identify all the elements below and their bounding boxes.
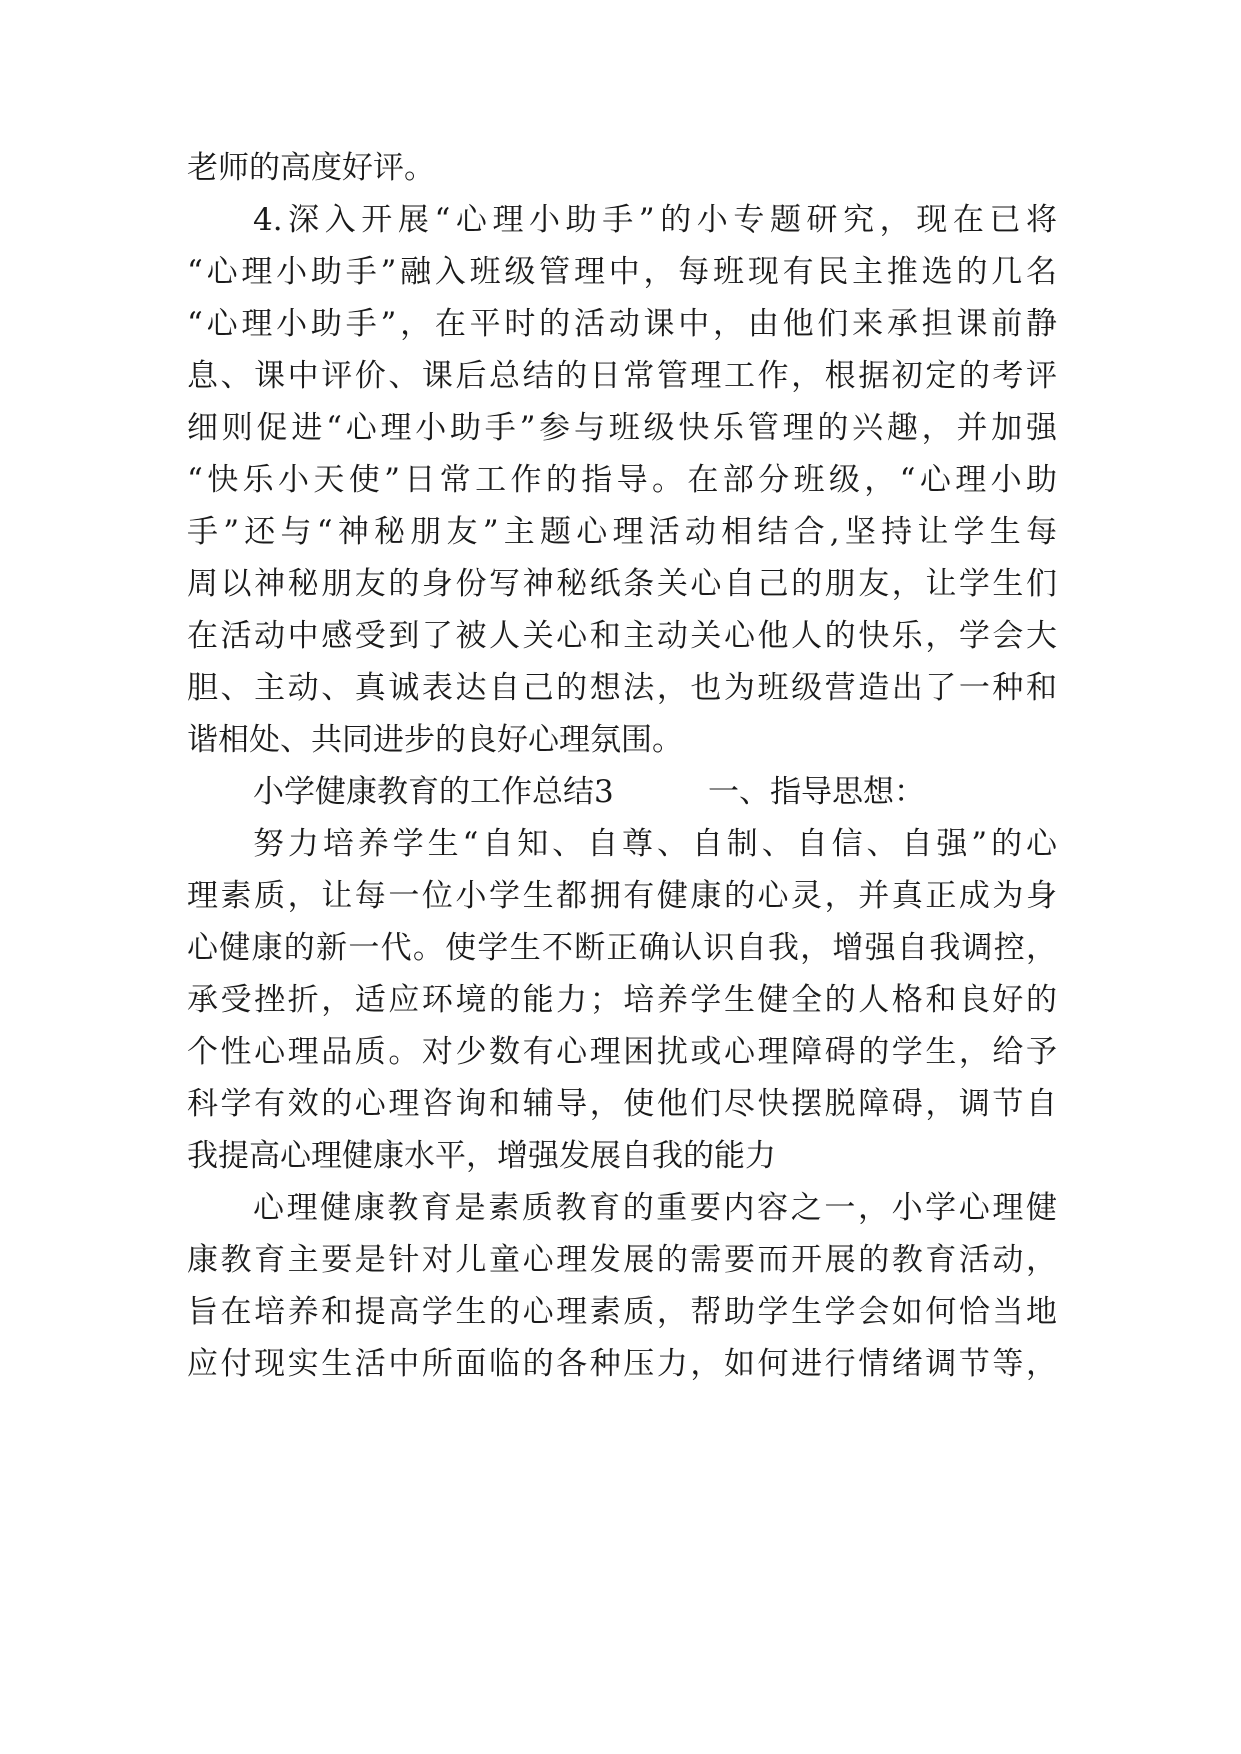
paragraph-text: 心健康的新一代。使学生不断正确认识自我，增强自我调控， [187, 930, 1057, 966]
text-line [0, 970, 1241, 1030]
paragraph-text: 周以神秘朋友的身份写神秘纸条关心自己的朋友，让学生们 [187, 566, 1057, 602]
paragraph-text: 老师的高度好评。 [187, 150, 435, 186]
paragraph-text: 个性心理品质。对少数有心理困扰或心理障碍的学生，给予 [187, 1034, 1057, 1070]
paragraph-text: 4.深入开展“心理小助手”的小专题研究，现在已将 [253, 202, 1057, 238]
paragraph-text: 康教育主要是针对儿童心理发展的需要而开展的教育活动， [187, 1242, 1057, 1278]
text-line [0, 450, 1241, 510]
section-heading-line [0, 762, 1241, 822]
text-line [0, 814, 1241, 874]
section-title: 小学健康教育的工作总结3 [253, 774, 614, 810]
text-line [0, 190, 1241, 250]
text-line [0, 138, 1241, 198]
text-line [0, 866, 1241, 926]
text-line [0, 398, 1241, 458]
text-line [0, 294, 1241, 354]
paragraph-text: 承受挫折，适应环境的能力；培养学生健全的人格和良好的 [187, 982, 1057, 1018]
text-line [0, 710, 1241, 770]
paragraph-text: 息、课中评价、课后总结的日常管理工作，根据初定的考评 [187, 358, 1057, 394]
text-line [0, 1022, 1241, 1082]
text-line [0, 1230, 1241, 1290]
paragraph-text: 心理健康教育是素质教育的重要内容之一，小学心理健 [253, 1190, 1057, 1226]
text-line [0, 554, 1241, 614]
text-line [0, 1178, 1241, 1238]
text-line [0, 1282, 1241, 1342]
paragraph-text: 我提高心理健康水平，增强发展自我的能力 [187, 1138, 776, 1174]
text-line [0, 1074, 1241, 1134]
paragraph-text: 努力培养学生“自知、自尊、自制、自信、自强”的心 [253, 826, 1057, 862]
text-line [0, 606, 1241, 666]
text-line [0, 242, 1241, 302]
paragraph-text: 胆、主动、真诚表达自己的想法，也为班级营造出了一种和 [187, 670, 1057, 706]
paragraph-text: 在活动中感受到了被人关心和主动关心他人的快乐，学会大 [187, 618, 1057, 654]
paragraph-text: 手”还与“神秘朋友”主题心理活动相结合,坚持让学生每 [187, 514, 1057, 550]
text-line [0, 502, 1241, 562]
text-line [0, 1334, 1241, 1394]
paragraph-text: 谐相处、共同进步的良好心理氛围。 [187, 722, 683, 758]
paragraph-text: “心理小助手”，在平时的活动课中，由他们来承担课前静 [187, 306, 1057, 342]
paragraph-text: “快乐小天使”日常工作的指导。在部分班级，“心理小助 [187, 462, 1057, 498]
paragraph-text: 应付现实生活中所面临的各种压力，如何进行情绪调节等， [187, 1346, 1057, 1382]
section-subtitle: 一、指导思想： [708, 774, 925, 810]
paragraph-text: 细则促进“心理小助手”参与班级快乐管理的兴趣，并加强 [187, 410, 1057, 446]
text-line [0, 1126, 1241, 1186]
text-line [0, 918, 1241, 978]
paragraph-text: 理素质，让每一位小学生都拥有健康的心灵，并真正成为身 [187, 878, 1057, 914]
text-line [0, 658, 1241, 718]
paragraph-text: “心理小助手”融入班级管理中，每班现有民主推选的几名 [187, 254, 1057, 290]
paragraph-text: 旨在培养和提高学生的心理素质，帮助学生学会如何恰当地 [187, 1294, 1057, 1330]
text-line [0, 346, 1241, 406]
paragraph-text: 科学有效的心理咨询和辅导，使他们尽快摆脱障碍，调节自 [187, 1086, 1057, 1122]
